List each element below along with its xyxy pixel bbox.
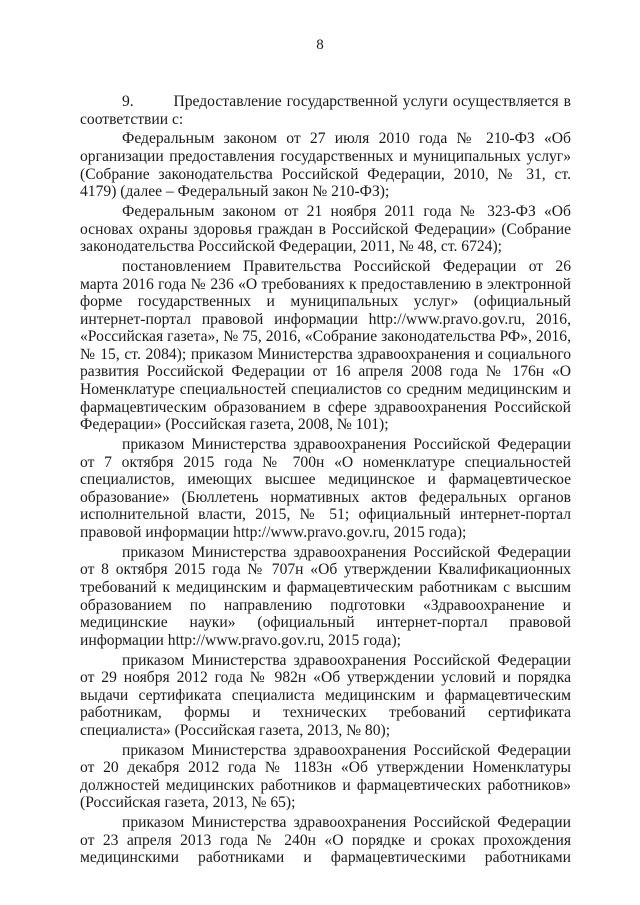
- paragraph-order-1183n: приказом Министерства здравоохранения Российской Федерации от 20 декабря 2012 года № 1183н «Об утверждении Номенклатуры должностей медицинских работников и фармацевтических работников» (Российская газета, 2013, № 65);: [80, 741, 571, 812]
- paragraph-resolution-236: постановлением Правительства Российской Федерации от 26 марта 2016 года № 236 «О требованиях к предоставлению в электронной форме государственных и муниципальных услуг» (официальный интернет-портал правовой информации http://www.pravo.gov.ru, 2016, «Российская газета», № 75, 2016, «Собрание законодательства РФ», 2016, № 15, ст. 2084); приказом Министерства здравоохранения и социального развития Российской Федерации от 16 апреля 2008 года № 176н «О Номенклатуре специальностей специалистов со средним медицинским и фармацевтическим образованием в сфере здравоохранения Российской Федерации» (Российская газета, 2008, № 101);: [80, 257, 571, 434]
- paragraph-law-323fz: Федеральным законом от 21 ноября 2011 года № 323-ФЗ «Об основах охраны здоровья граждан в Российской Федерации» (Собрание законодательства Российской Федерации, 2011, № 48, ст. 6724);: [80, 202, 571, 256]
- paragraph-order-707n: приказом Министерства здравоохранения Российской Федерации от 8 октября 2015 года № 707н «Об утверждении Квалификационных требований к медицинским и фармацевтическим работникам с высшим образованием по направлению подготовки «Здравоохранение и медицинские науки» (официальный интернет-портал правовой информации http://www.pravo.gov.ru, 2015 года);: [80, 543, 571, 649]
- paragraph-order-700n: приказом Министерства здравоохранения Российской Федерации от 7 октября 2015 года № 700н «О номенклатуре специальностей специалистов, имеющих высшее медицинское и фармацевтическое образование» (Бюллетень нормативных актов федеральных органов исполнительной власти, 2015, № 51; официальный интернет-портал правовой информации http://www.pravo.gov.ru, 2015 года);: [80, 436, 571, 541]
- page-number: 8: [316, 37, 324, 53]
- paragraph-order-240n: приказом Министерства здравоохранения Российской Федерации от 23 апреля 2013 года № 240н «О порядке и сроках прохождения медицинскими работниками и фармацевтическими работниками: [80, 814, 571, 867]
- document-body: [80, 93, 571, 867]
- paragraph-order-982n: приказом Министерства здравоохранения Российской Федерации от 29 ноября 2012 года № 982н «Об утверждении условий и порядка выдачи сертификата специалиста медицинским и фармацевтическим работникам, формы и технических требований сертификата специалиста» (Российская газета, 2013, № 80);: [80, 651, 571, 739]
- paragraph-9-intro: 9. Предоставление государственной услуги осуществляется в соответствии с:: [80, 93, 571, 128]
- paragraph-law-210fz: Федеральным законом от 27 июля 2010 года № 210-ФЗ «Об организации предоставления государственных и муниципальных услуг» (Собрание законодательства Российской Федерации, 2010, № 31, ст. 4179) (далее – Федеральный закон № 210-ФЗ);: [80, 130, 571, 201]
